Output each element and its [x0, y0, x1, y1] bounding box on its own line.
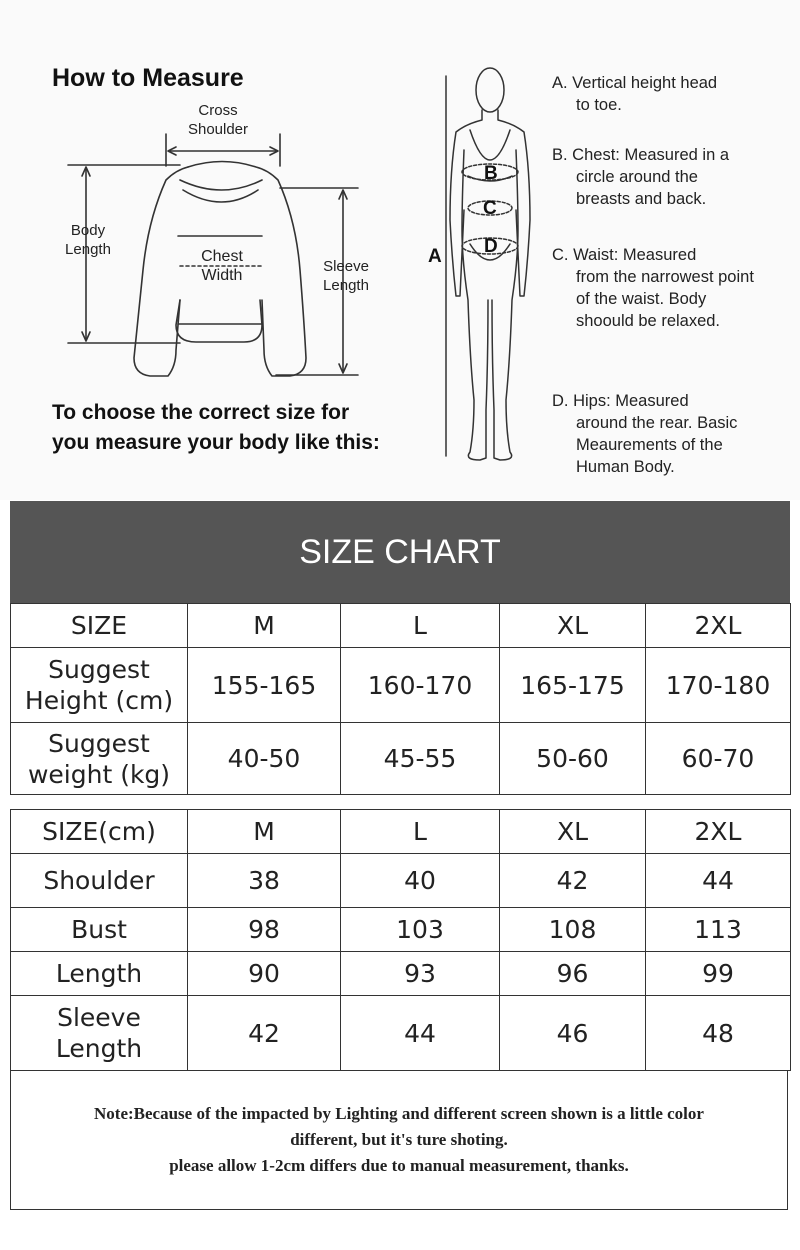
table-cell: 42: [188, 996, 341, 1071]
note-line-3: please allow 1-2cm differs due to manual measurement, thanks.: [169, 1156, 629, 1175]
size-chart-banner: SIZE CHART: [10, 501, 790, 603]
table-cell: 98: [188, 908, 341, 952]
figure-label-c: C: [483, 198, 497, 219]
table-cell: 44: [341, 996, 500, 1071]
table-row: [11, 854, 791, 908]
table-cell: 60-70: [646, 723, 791, 795]
table-cell: 155-165: [188, 648, 341, 723]
how-to-measure-section: [0, 0, 800, 500]
table-cell: 160-170: [341, 648, 500, 723]
table-row: [11, 723, 791, 795]
measure-instruction: To choose the correct size for you measure your body like this:: [52, 401, 380, 454]
body-length-label: Body Length: [65, 222, 111, 258]
table-cell: 40-50: [188, 723, 341, 795]
row-label: Suggest weight (kg): [11, 723, 188, 795]
table-cell: 93: [341, 952, 500, 996]
table-cell: 113: [646, 908, 791, 952]
row-label: Shoulder: [11, 854, 188, 908]
table-row: [11, 908, 791, 952]
table-cell: 103: [341, 908, 500, 952]
header-cell: M: [188, 810, 341, 854]
table-cell: 44: [646, 854, 791, 908]
figure-label-a: A: [428, 246, 442, 267]
table-cell: 48: [646, 996, 791, 1071]
header-cell: SIZE: [11, 604, 188, 648]
table-cell: 99: [646, 952, 791, 996]
table-cell: 165-175: [500, 648, 646, 723]
table-header-row: [11, 604, 791, 648]
header-cell: L: [341, 810, 500, 854]
table-cell: 42: [500, 854, 646, 908]
header-cell: 2XL: [646, 810, 791, 854]
legend-d: D. Hips: Measured around the rear. Basic Meaurements of the Human Body.: [552, 392, 738, 476]
table-cell: 45-55: [341, 723, 500, 795]
table-cell: 46: [500, 996, 646, 1071]
table-cell: 96: [500, 952, 646, 996]
table-cell: 40: [341, 854, 500, 908]
table-header-row: [11, 810, 791, 854]
cross-shoulder-label: Cross Shoulder: [187, 102, 249, 138]
garment-size-table: [10, 809, 791, 1071]
sleeve-length-label: Sleeve Length: [323, 258, 369, 294]
row-label: Length: [11, 952, 188, 996]
header-cell: XL: [500, 604, 646, 648]
table-cell: 50-60: [500, 723, 646, 795]
figure-label-d: D: [484, 236, 498, 257]
header-cell: M: [188, 604, 341, 648]
legend-a: A. Vertical height head to toe.: [552, 74, 718, 114]
row-label: Suggest Height (cm): [11, 648, 188, 723]
legend-b: B. Chest: Measured in a circle around the breasts and back.: [552, 146, 730, 208]
table-cell: 108: [500, 908, 646, 952]
header-cell: XL: [500, 810, 646, 854]
how-to-measure-title: How to Measure: [52, 64, 244, 92]
row-label: Sleeve Length: [11, 996, 188, 1071]
header-cell: L: [341, 604, 500, 648]
suggest-size-table: [10, 603, 791, 795]
table-cell: 170-180: [646, 648, 791, 723]
table-row: [11, 996, 791, 1071]
table-cell: 38: [188, 854, 341, 908]
note-line-1: Note:Because of the impacted by Lighting and different screen shown is a little color: [94, 1104, 704, 1123]
figure-label-b: B: [484, 163, 498, 184]
table-cell: 90: [188, 952, 341, 996]
table-row: [11, 952, 791, 996]
table-row: [11, 648, 791, 723]
chest-width-label: Chest Width: [201, 248, 243, 284]
legend-c: C. Waist: Measured from the narrowest point of the waist. Body shoould be relaxed.: [552, 246, 754, 330]
note-line-2: different, but it's ture shoting.: [290, 1130, 508, 1149]
note-box: [10, 1070, 788, 1210]
row-label: Bust: [11, 908, 188, 952]
header-cell: 2XL: [646, 604, 791, 648]
body-figure: [420, 60, 550, 470]
header-cell: SIZE(cm): [11, 810, 188, 854]
